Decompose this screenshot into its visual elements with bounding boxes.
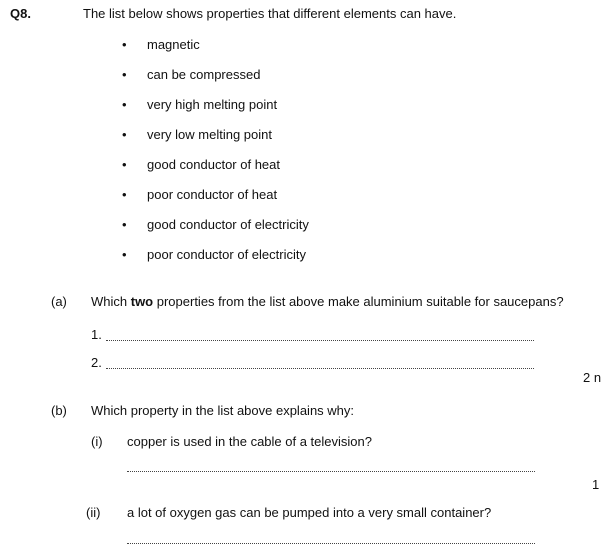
sub-ii-label: (ii) bbox=[86, 505, 101, 520]
sub-ii-text: a lot of oxygen gas can be pumped into a very small container? bbox=[127, 505, 492, 520]
property-text: very high melting point bbox=[147, 97, 278, 112]
bullet-icon: • bbox=[122, 247, 127, 262]
bullet-icon: • bbox=[122, 67, 127, 82]
answer-line-b-ii[interactable] bbox=[127, 543, 535, 544]
bullet-icon: • bbox=[122, 127, 127, 142]
property-text: good conductor of heat bbox=[147, 157, 280, 172]
bullet-icon: • bbox=[122, 157, 127, 172]
list-item bbox=[122, 216, 309, 246]
answer-label-1: 1. bbox=[91, 327, 102, 342]
answer-line-b-i[interactable] bbox=[127, 471, 535, 472]
bullet-icon: • bbox=[122, 97, 127, 112]
part-b-prompt: Which property in the list above explains why: bbox=[91, 403, 355, 418]
list-item bbox=[122, 96, 309, 126]
list-item bbox=[122, 186, 309, 216]
sub-i-text: copper is used in the cable of a television? bbox=[127, 434, 372, 449]
answer-label-2: 2. bbox=[91, 355, 102, 370]
property-text: very low melting point bbox=[147, 127, 272, 142]
property-text: poor conductor of electricity bbox=[147, 247, 306, 262]
property-text: magnetic bbox=[147, 37, 200, 52]
question-number: Q8. bbox=[10, 6, 31, 21]
part-a-prompt-emphasis: two bbox=[130, 294, 154, 309]
property-text: can be compressed bbox=[147, 67, 261, 82]
part-a-marks: 2 n bbox=[583, 370, 601, 385]
property-text: poor conductor of heat bbox=[147, 187, 278, 202]
part-a-label: (a) bbox=[51, 294, 67, 309]
question-intro: The list below shows properties that different elements can have. bbox=[83, 6, 457, 21]
sub-i-marks: 1 bbox=[592, 477, 600, 492]
sub-i-label: (i) bbox=[91, 434, 103, 449]
property-list bbox=[122, 36, 309, 276]
property-text: good conductor of electricity bbox=[147, 217, 309, 232]
part-a-prompt bbox=[91, 294, 564, 309]
list-item bbox=[122, 126, 309, 156]
list-item bbox=[122, 36, 309, 66]
part-b-label: (b) bbox=[51, 403, 67, 418]
bullet-icon: • bbox=[122, 187, 127, 202]
bullet-icon: • bbox=[122, 217, 127, 232]
part-a-prompt-start: Which bbox=[91, 294, 131, 309]
answer-line-a1[interactable] bbox=[106, 340, 534, 341]
part-a-prompt-end: properties from the list above make aluminium suitable for saucepans? bbox=[153, 294, 564, 309]
list-item bbox=[122, 66, 309, 96]
bullet-icon: • bbox=[122, 37, 127, 52]
answer-line-a2[interactable] bbox=[106, 368, 534, 369]
list-item bbox=[122, 246, 309, 276]
list-item bbox=[122, 156, 309, 186]
